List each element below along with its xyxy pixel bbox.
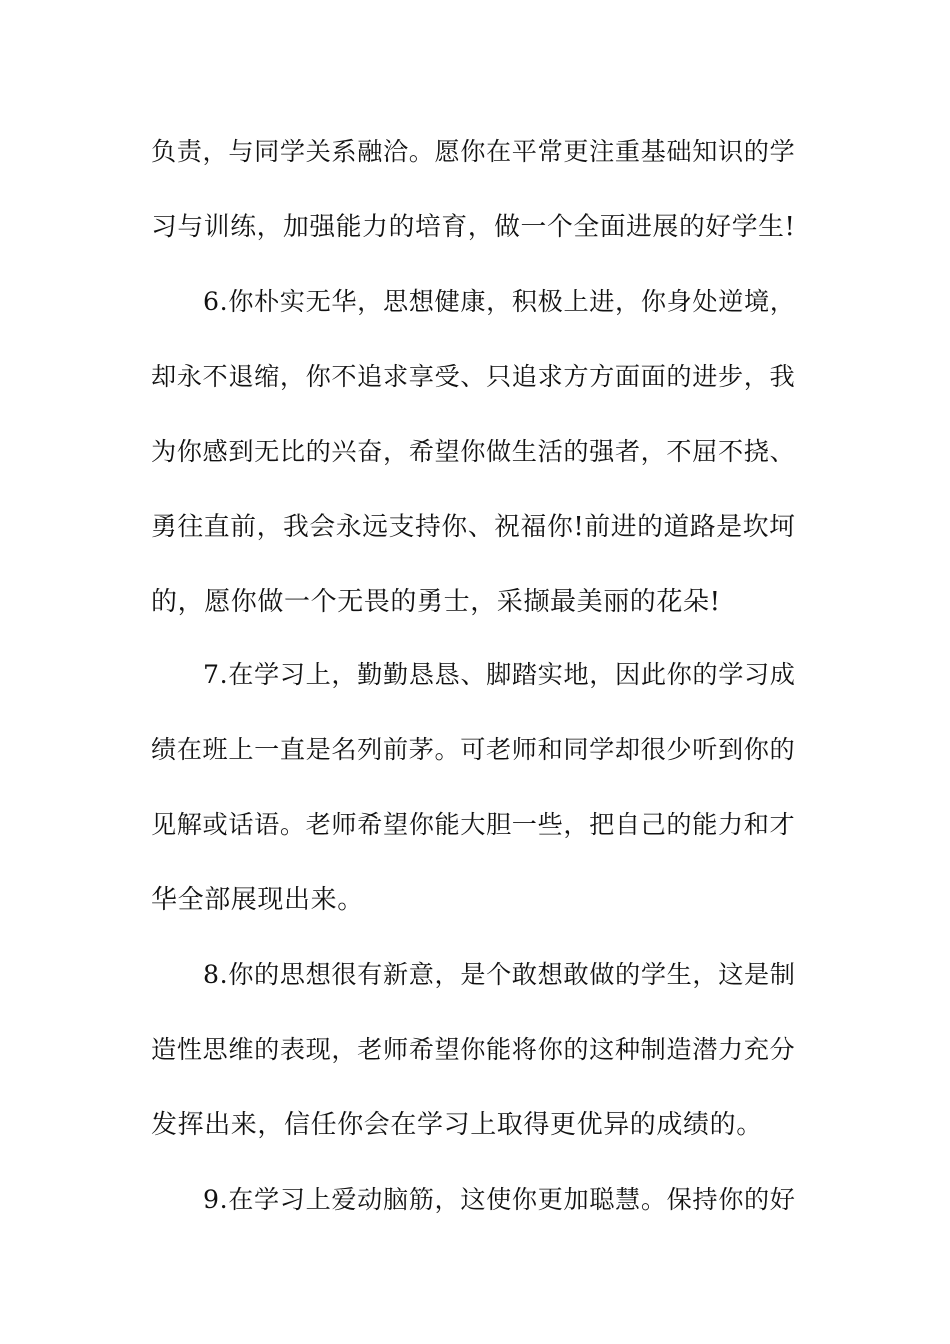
text-line: 绩在班上一直是名列前茅。可老师和同学却很少听到你的 <box>151 735 796 764</box>
text-line: 造性思维的表现，老师希望你能将你的这种制造潜力充分 <box>151 1035 796 1064</box>
text-line: 华全部展现出来。 <box>151 885 364 915</box>
text-line: 却永不退缩，你不追求享受、只追求方方面面的进步，我 <box>151 362 796 391</box>
paragraph-6-start: 6.你朴实无华，思想健康，积极上进，你身处逆境， <box>203 287 796 316</box>
text-line: 的，愿你做一个无畏的勇士，采撷最美丽的花朵! <box>151 587 721 617</box>
paragraph-7-start: 7.在学习上，勤勤恳恳、脚踏实地，因此你的学习成 <box>203 660 796 689</box>
text-line: 发挥出来，信任你会在学习上取得更优异的成绩的。 <box>151 1110 763 1140</box>
paragraph-9-start: 9.在学习上爱动脑筋，这使你更加聪慧。保持你的好 <box>203 1185 796 1214</box>
text-line: 见解或话语。老师希望你能大胆一些，把自己的能力和才 <box>151 810 796 839</box>
text-line: 为你感到无比的兴奋，希望你做生活的强者，不屈不挠、 <box>151 437 796 466</box>
paragraph-8-start: 8.你的思想很有新意，是个敢想敢做的学生，这是制 <box>203 960 796 989</box>
text-line: 勇往直前，我会永远支持你、祝福你!前进的道路是坎坷 <box>151 512 796 542</box>
text-line: 负责，与同学关系融洽。愿你在平常更注重基础知识的学 <box>151 137 796 166</box>
text-line: 习与训练，加强能力的培育，做一个全面进展的好学生! <box>151 212 796 242</box>
